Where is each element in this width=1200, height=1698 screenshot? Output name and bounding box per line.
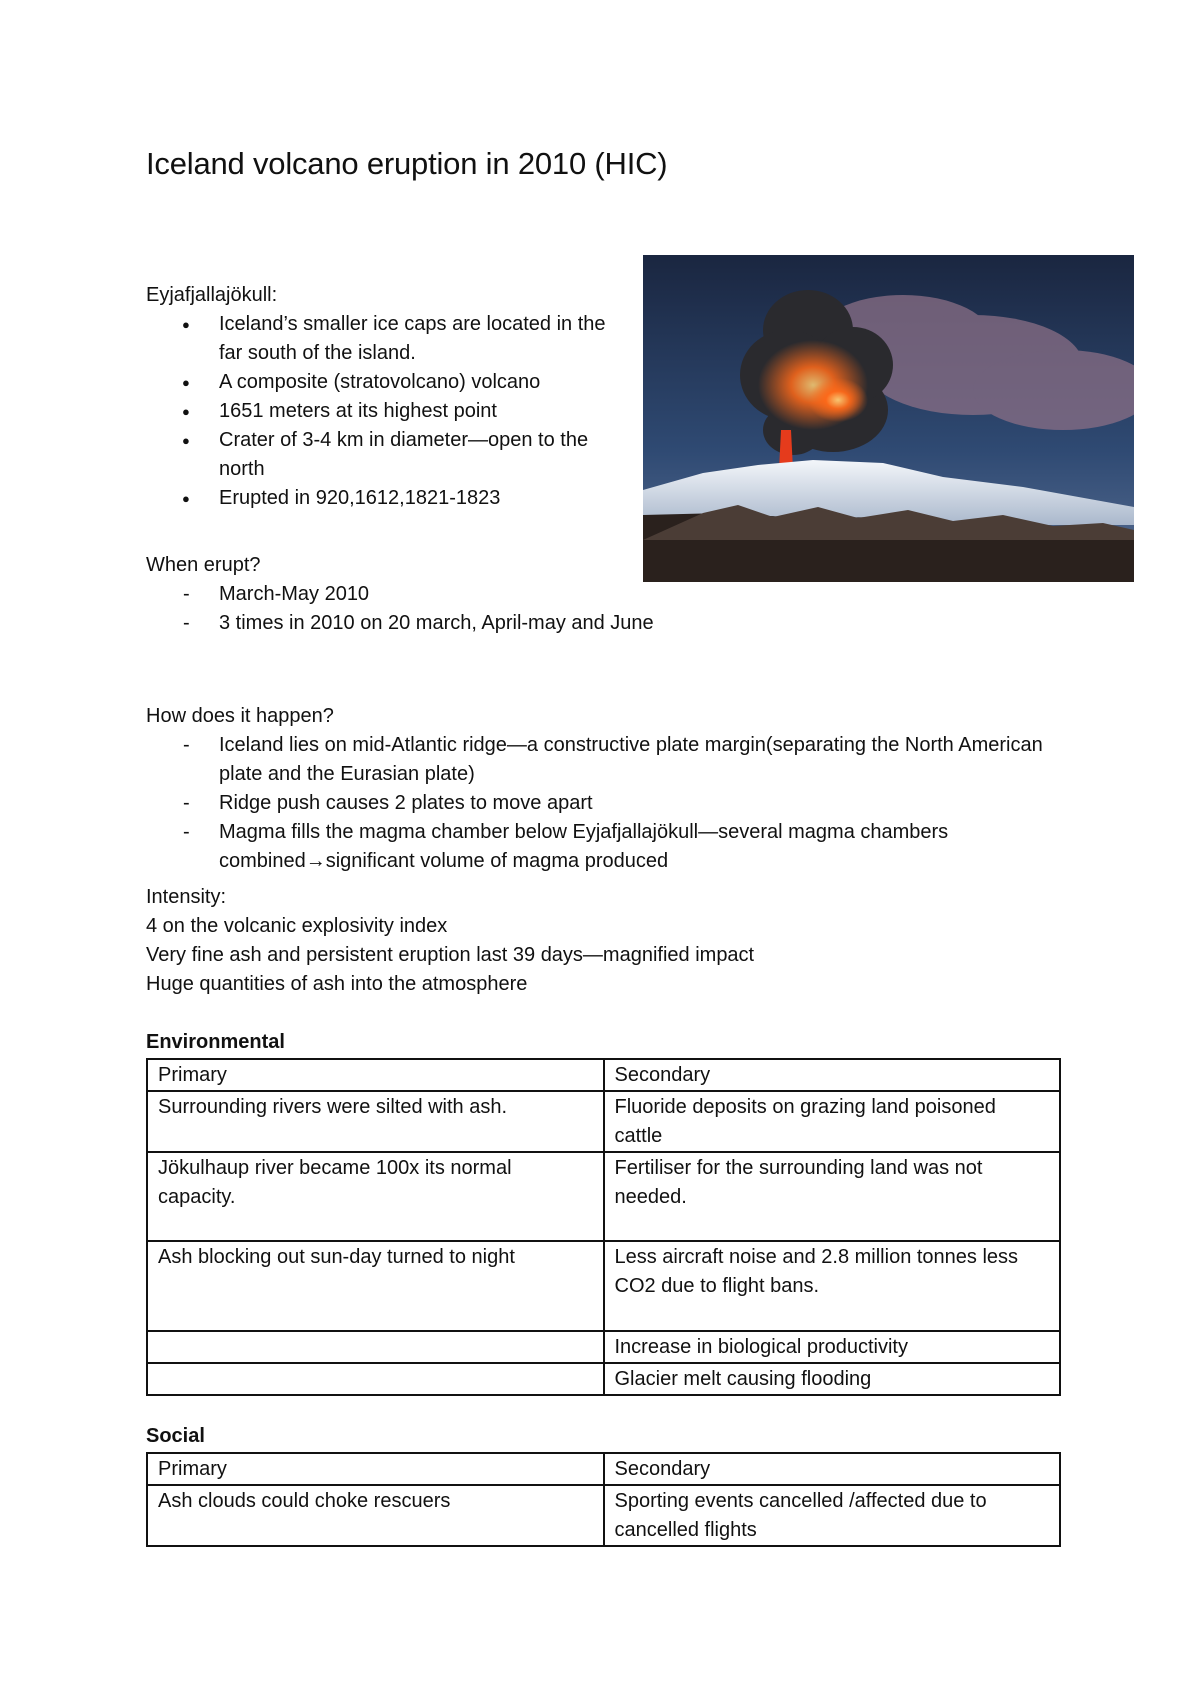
table-cell: Ash clouds could choke rescuers [147,1485,604,1546]
how-list [146,731,1071,876]
table-row [147,1241,1060,1331]
table-row [147,1485,1060,1546]
table-row [147,1331,1060,1363]
volcano-eruption-photo [643,255,1134,582]
table-header-cell: Secondary [604,1453,1061,1485]
list-item: - Iceland lies on mid-Atlantic ridge—a constructive plate margin(separating the North American plate and the Eurasian plate) [146,731,1071,789]
how-label: How does it happen? [146,705,334,727]
list-item: ● Crater of 3-4 km in diameter—open to the north [146,426,616,484]
list-item: ● A composite (stratovolcano) volcano [146,368,616,397]
table-header-row [147,1453,1060,1485]
table-header-cell: Primary [147,1453,604,1485]
table-cell [147,1363,604,1395]
intensity-line: Very fine ash and persistent eruption last 39 days—magnified impact [146,944,755,966]
table-row [147,1091,1060,1152]
table-cell: Fluoride deposits on grazing land poisoned cattle [604,1091,1061,1152]
table-cell: Jökulhaup river became 100x its normal capacity. [147,1152,604,1241]
social-heading: Social [146,1425,205,1447]
intensity-lines [146,912,1146,999]
table-header-cell: Primary [147,1059,604,1091]
when-label: When erupt? [146,554,261,576]
table-row [147,1363,1060,1395]
environmental-table [146,1058,1061,1396]
intro-label: Eyjafjallajökull: [146,284,278,306]
table-cell: Increase in biological productivity [604,1331,1061,1363]
table-cell [147,1331,604,1363]
intro-bullet-list [146,310,616,513]
environmental-heading: Environmental [146,1031,285,1053]
table-cell: Glacier melt causing flooding [604,1363,1061,1395]
page-title: Iceland volcano eruption in 2010 (HIC) [146,146,668,181]
list-item: ● Erupted in 920,1612,1821-1823 [146,484,616,513]
intensity-line: 4 on the volcanic explosivity index [146,915,448,937]
table-header-row [147,1059,1060,1091]
table-row [147,1152,1060,1241]
list-item: - March-May 2010 [146,580,1146,609]
intensity-label: Intensity: [146,886,227,908]
table-header-cell: Secondary [604,1059,1061,1091]
list-item: - 3 times in 2010 on 20 march, April-may and June [146,609,1146,638]
table-cell: Less aircraft noise and 2.8 million tonnes less CO2 due to flight bans. [604,1241,1061,1331]
table-cell: Sporting events cancelled /affected due to cancelled flights [604,1485,1061,1546]
table-cell: Surrounding rivers were silted with ash. [147,1091,604,1152]
list-item: ● 1651 meters at its highest point [146,397,616,426]
list-item: ● Iceland’s smaller ice caps are located in the far south of the island. [146,310,616,368]
table-cell: Ash blocking out sun-day turned to night [147,1241,604,1331]
social-table [146,1452,1061,1547]
list-item: - Ridge push causes 2 plates to move apart [146,789,1071,818]
table-cell: Fertiliser for the surrounding land was not needed. [604,1152,1061,1241]
intensity-line: Huge quantities of ash into the atmosphere [146,973,528,995]
when-list [146,580,1146,638]
list-item: - Magma fills the magma chamber below Eyjafjallajökull—several magma chambers combined→significant volume of magma produced [146,818,1071,876]
